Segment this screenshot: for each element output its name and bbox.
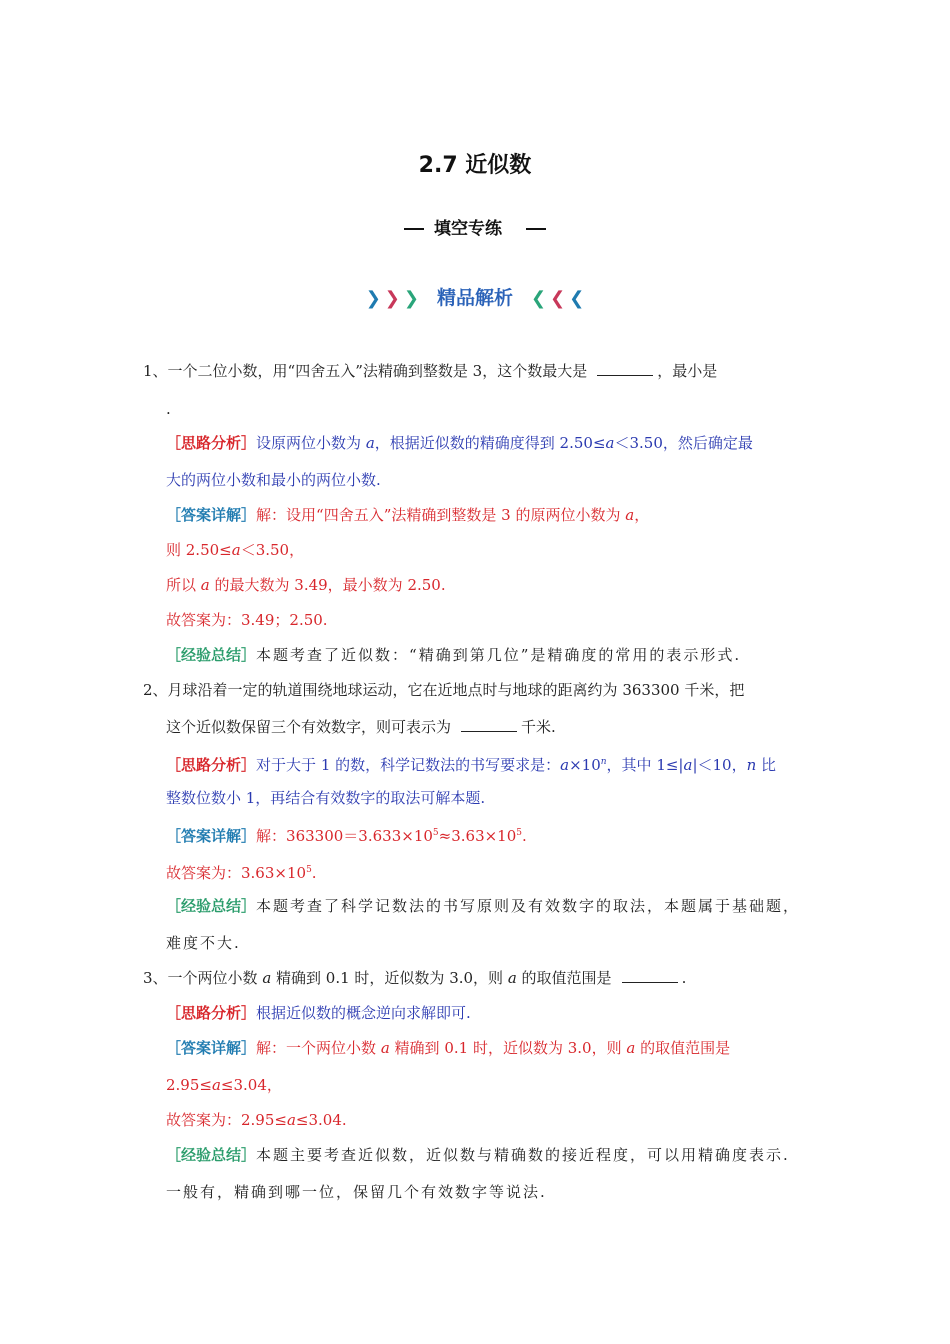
- q2-stem-cont: 这个近似数保留三个有效数字，则可表示为 千米.: [166, 718, 556, 736]
- q3-answer-line3: 故答案为：2.95≤a≤3.04.: [166, 1111, 347, 1129]
- analysis-tag: ［思路分析］: [166, 1004, 257, 1022]
- answer-blank[interactable]: [597, 361, 653, 376]
- q2-stem: 2、月球沿着一定的轨道围绕地球运动，它在近地点时与地球的距离约为 363300 千米，把: [143, 681, 745, 699]
- q3-stem: 3、一个两位小数 a 精确到 0.1 时，近似数为 3.0，则 a 的取值范围是 .: [143, 969, 687, 987]
- subtitle-text: 填空专练: [434, 219, 502, 239]
- chevron-left-icon: ❮: [531, 288, 547, 309]
- q3-summary: ［经验总结］本题主要考查近似数，近似数与精确数的接近程度，可以用精确度表示.: [166, 1146, 790, 1164]
- page-title: 2.7 近似数: [418, 153, 532, 178]
- q3-summary-cont: 一般有，精确到哪一位，保留几个有效数字等说法.: [166, 1183, 547, 1201]
- q2-summary-cont: 难度不大.: [166, 934, 241, 952]
- section-banner: [0, 283, 950, 310]
- right-dash: [526, 228, 546, 230]
- q1-stem: 1、一个二位小数，用“四舍五入”法精确到整数是 3，这个数最大是 ，最小是: [143, 362, 718, 380]
- q3-analysis: ［思路分析］根据近似数的概念逆向求解即可.: [166, 1004, 471, 1022]
- q1-summary: ［经验总结］本题考查了近似数：“精确到第几位”是精确度的常用的表示形式.: [166, 646, 742, 664]
- page-subtitle: [0, 214, 950, 239]
- q1-answer: ［答案详解］解：设用“四舍五入”法精确到整数是 3 的原两位小数为 a，: [166, 506, 650, 524]
- chevron-right-icon: ❯: [365, 288, 381, 309]
- summary-tag: ［经验总结］: [166, 1146, 257, 1164]
- q1-answer-line4: 故答案为：3.49；2.50.: [166, 611, 328, 629]
- left-dash: [404, 228, 424, 230]
- chevron-right-icon: ❯: [403, 288, 419, 309]
- q1-analysis: ［思路分析］设原两位小数为 a，根据近似数的精确度得到 2.50≤a＜3.50，然后确定最: [166, 434, 753, 452]
- banner-text: 精品解析: [436, 287, 513, 309]
- q2-summary: ［经验总结］本题考查了科学记数法的书写原则及有效数字的取法，本题属于基础题，: [166, 897, 801, 915]
- q1-answer-line3: 所以 a 的最大数为 3.49，最小数为 2.50.: [166, 576, 446, 594]
- chevron-left-icon: ❮: [569, 288, 585, 309]
- chevron-right-icon: ❯: [384, 288, 400, 309]
- q1-analysis-cont: 大的两位小数和最小的两位小数.: [166, 471, 381, 489]
- q1-stem-cont: .: [166, 400, 171, 418]
- summary-tag: ［经验总结］: [166, 897, 257, 915]
- q1-answer-line2: 则 2.50≤a＜3.50，: [166, 541, 305, 559]
- analysis-tag: ［思路分析］: [166, 434, 257, 452]
- q3-answer-line2: 2.95≤a≤3.04，: [166, 1076, 282, 1094]
- answer-tag: ［答案详解］: [166, 827, 257, 845]
- q3-answer: ［答案详解］解：一个两位小数 a 精确到 0.1 时，近似数为 3.0，则 a 的取值范围是: [166, 1039, 731, 1057]
- answer-tag: ［答案详解］: [166, 1039, 257, 1057]
- q2-answer: ［答案详解］解：$363300=3.633\times 10^5\approx 3.63\times 10^5$.: [166, 827, 527, 845]
- q2-analysis-cont: 整数位数小 1，再结合有效数字的取法可解本题.: [166, 789, 486, 807]
- q2-answer-line2: 故答案为：$3.63\times 10^5$.: [166, 864, 317, 882]
- answer-tag: ［答案详解］: [166, 506, 257, 524]
- answer-blank[interactable]: [461, 717, 517, 732]
- chevron-left-icon: ❮: [550, 288, 566, 309]
- q2-analysis: ［思路分析］对于大于 1 的数，科学记数法的书写要求是：$a\times 10^n$，其中 1≤|a|＜10，n 比: [166, 756, 777, 774]
- answer-blank[interactable]: [622, 968, 678, 983]
- analysis-tag: ［思路分析］: [166, 756, 257, 774]
- summary-tag: ［经验总结］: [166, 646, 257, 664]
